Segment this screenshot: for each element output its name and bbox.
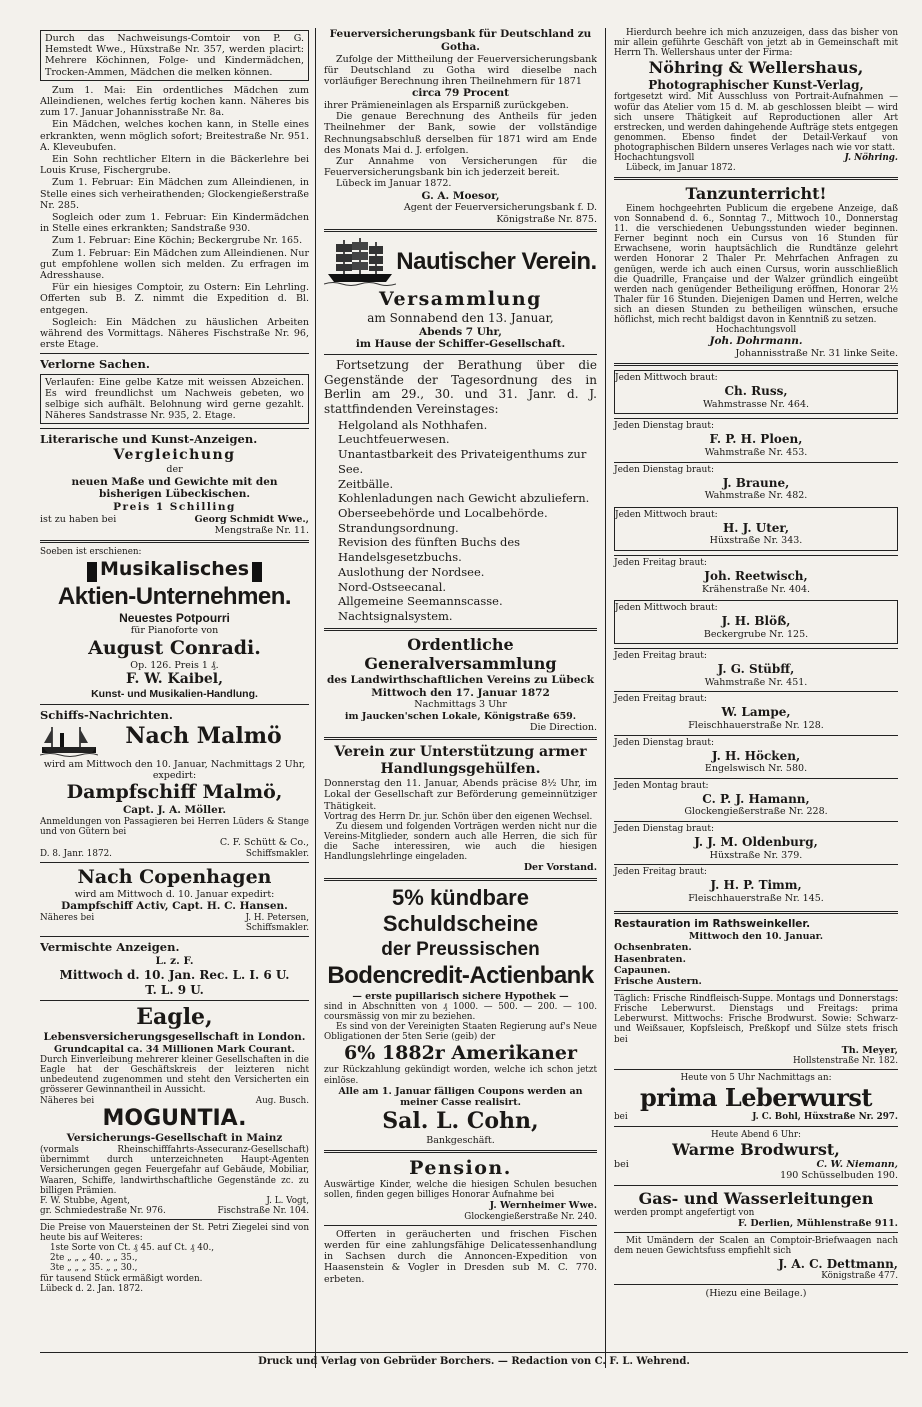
leberwurst-bei: bei [614, 1112, 628, 1123]
pension-address: Glockengießerstraße Nr. 240. [464, 1211, 597, 1222]
pension-title: Pension. [409, 1157, 512, 1180]
versammlung-time: Abends 7 Uhr, [419, 325, 502, 338]
gv-title: Ordentliche Generalversammlung [364, 634, 557, 674]
cohn-role: Bankgeschäft. [426, 1134, 495, 1146]
musik-firm-2: Kunst- und Musikalien-Handlung. [91, 688, 258, 701]
feuer-date: Lübeck im Januar 1872. [336, 178, 452, 190]
brewer-day: Jeden Dienstag braut: [614, 464, 714, 475]
leberwurst-pre: Heute von 5 Uhr Nachmittags an: [680, 1073, 832, 1084]
leberwurst-title: prima Leberwurst [639, 1083, 873, 1113]
verein-sign: Der Vorstand. [523, 862, 597, 874]
brewer-day: Jeden Dienstag braut: [614, 737, 714, 748]
brewer-addr: Wahmstraße Nr. 453. [704, 447, 808, 459]
agenda-item: Nachtsignalsystem. [338, 609, 453, 624]
noehring-sign-row [614, 153, 898, 163]
job-item: Für ein hiesiges Comptoir, zu Ostern: Ein Lehrling. Offerten sub B. Z. nimmt die Expedition d. Bl. entgegen. [40, 282, 309, 316]
lzf-line: L. z. F. [155, 955, 194, 968]
brewer-entry [614, 864, 898, 907]
moguntia-agent-2: J. L. Vogt, [266, 1195, 309, 1206]
musik-subtitle-2: für Pianoforte von [130, 625, 219, 637]
seller-label: ist zu haben bei [40, 514, 117, 525]
column-left [40, 28, 316, 1368]
brodwurst-title: Warme Brodwurst, [672, 1139, 840, 1159]
job-item: Zum 1. Mai: Ein ordentliches Mädchen zum Alleindienen, welches fertig kochen kann. Näheres bis zum 17. Januar Johannisstraße Nr. 8a. [40, 84, 309, 119]
vergleichung-subtitle: neuen Maße und Gewichte mit den bisherigen Lübeckischen. [71, 475, 278, 501]
section-heading-verlorne: Verlorne Sachen. [40, 357, 150, 372]
lzf-line-2: Mittwoch d. 10. Jan. Rec. L. I. 6 U. [59, 967, 290, 982]
brewer-entry [614, 507, 898, 551]
musik-title: Musikalisches [99, 557, 250, 580]
lzf-line-3: T. L. 9 U. [145, 982, 204, 997]
pension-text: Auswärtige Kinder, welche die hiesigen Schulen besuchen sollen, finden gegen billiges Honorar Aufnahme bei [324, 1180, 597, 1201]
agenda-list [324, 418, 597, 624]
feuer-text-2: ihrer Prämieneinlagen als Ersparniß zurückgeben. [324, 100, 569, 111]
feuer-title: Feuerversicherungsbank für Deutschland zu Gotha. [329, 28, 592, 53]
agenda-item: Leuchtfeuerwesen. [338, 432, 450, 447]
brodwurst-bei: bei [614, 1159, 629, 1171]
brewer-name: W. Lampe, [721, 705, 791, 720]
verein-text-2: Vortrag des Herrn Dr. jur. Schön über den eigenen Wechsel. [324, 811, 593, 822]
schuldscheine-text-3: zur Rückzahlung gekündigt worden, welche ich schon jetzt einlöse. [324, 1065, 597, 1086]
musik-opus: Op. 126. Preis 1 ₰. [130, 659, 219, 671]
copenhagen-ship: Dampfschiff Activ, Capt. H. C. Hansen. [61, 900, 288, 913]
brewer-name: J. H. P. Timm, [710, 878, 802, 893]
brewer-name: J. J. M. Oldenburg, [694, 834, 818, 849]
job-listings [40, 85, 309, 351]
moguntia-addresses [40, 1206, 309, 1216]
amerikaner-title: 6% 1882r Amerikaner [344, 1042, 577, 1065]
section-heading-vermischte: Vermischte Anzeigen. [40, 940, 180, 955]
menu-item: Capaunen. [614, 964, 671, 976]
malmo-firm: C. F. Schütt & Co., [219, 837, 309, 849]
brewer-name: F. P. H. Ploen, [709, 432, 803, 447]
cohn-firm: Sal. L. Cohn, [382, 1108, 539, 1135]
seller-address: Mengstraße Nr. 11. [214, 525, 309, 537]
malmo-date: D. 8. Janr. 1872. [40, 848, 112, 859]
agenda-item: Revision des fünften Buchs des Handelsgesetzbuchs. [338, 535, 521, 565]
column-middle [316, 28, 606, 1368]
brewer-entry [614, 778, 898, 821]
malmo-header [40, 723, 309, 759]
gv-subtitle: des Landwirthschaftlichen Vereins zu Lübeck [326, 673, 595, 686]
column-right [606, 28, 898, 1368]
gv-time: Nachmittags 3 Uhr [414, 699, 507, 711]
brewer-addr: Hüxstraße Nr. 379. [709, 849, 803, 861]
leberwurst-seller [614, 1112, 898, 1122]
schuldscheine-subtitle: — erste pupillarisch sichere Hypothek — [352, 990, 569, 1002]
lost-cat-box: Verlaufen: Eine gelbe Katze mit weissen Abzeichen. Es wird freundlichst um Nachweis gebeten, wo selbige sich aufhält. Belohnung wird gerne gezahlt. Näheres Sandstrasse Nr. 935, 2. Etage. [40, 374, 309, 425]
brewer-entry [614, 555, 898, 598]
noehring-name: J. Nöhring. [844, 153, 898, 164]
tanz-title: Tanzunterricht! [685, 184, 827, 204]
eagle-agent-row [40, 1096, 309, 1106]
feuer-text: Zufolge der Mittheilung der Feuerversicherungsbank für Deutschland zu Gotha wird dieselbe nach vorläufiger Berechnung ihren Theilnehmern für 1871 [324, 53, 597, 87]
nautischer-header [324, 236, 597, 288]
brewer-name: J. G. Stübff, [717, 662, 795, 677]
brewer-entry [614, 418, 898, 461]
brewer-entry [614, 600, 898, 644]
brewer-day: Jeden Freitag braut: [614, 651, 707, 662]
feuer-text-4: Zur Annahme von Versicherungen für die Feuerversicherungsbank bin ich jederzeit bereit. [324, 156, 597, 179]
moguntia-title: MOGUNTIA. [102, 1105, 247, 1131]
brewer-name: J. H. Blöß, [721, 614, 791, 629]
brodwurst-address: 190 Schüsselbuden 190. [780, 1170, 898, 1182]
agenda-item: Allgemeine Seemannscasse. [338, 594, 503, 609]
section-heading-literarische: Literarische und Kunst-Anzeigen. [40, 432, 258, 447]
schuldscheine-text: sind in Abschnitten von ₰ 1000. — 500. — 200. — 100. coursmässig von mir zu beziehen. [324, 1001, 597, 1022]
schuldscheine-title-3: Bodencredit-Actienbank [327, 962, 594, 990]
schuldscheine-title-2: der Preussischen [381, 939, 540, 961]
nautischer-title: Nautischer Verein. [396, 248, 597, 276]
feuer-address: Königstraße Nr. 875. [496, 213, 597, 225]
malmo-text: Anmeldungen von Passagieren bei Herren Lüders & Stange und von Gütern bei [40, 817, 309, 838]
ziegel-row: 1ste Sorte von Ct. ₰ 45. auf Ct. ₰ 40., [50, 1243, 215, 1254]
imprint-footer: Druck und Verlag von Gebrüder Borchers. — Redaction von C. F. L. Wehrend. [40, 1352, 908, 1368]
copenhagen-line: wird am Mittwoch d. 10. Januar expedirt: [74, 888, 275, 900]
versammlung-date: am Sonnabend den 13. Januar, [367, 311, 554, 325]
brewer-day: Jeden Mittwoch braut: [615, 509, 718, 520]
job-item: Zum 1. Februar: Ein Mädchen zum Alleindienen, in Stelle eines sich verheirathenden; Glockengießerstraße Nr. 285. [40, 177, 309, 211]
ziegel-end: für tausend Stück ermäßigt worden. [40, 1273, 203, 1284]
steamship-icon [40, 723, 98, 759]
brewer-addr: Wahmstraße Nr. 482. [704, 490, 808, 502]
job-item: Zum 1. Februar: Eine Köchin; Beckergrube Nr. 165. [52, 235, 303, 247]
copenhagen-title: Nach Copenhagen [77, 865, 272, 888]
section-heading-schiffs: Schiffs-Nachrichten. [40, 707, 173, 722]
rathsweinkeller-title: Restauration im Rathsweinkeller. [614, 918, 811, 931]
moguntia-subtitle: Versicherungs-Gesellschaft in Mainz [66, 1132, 283, 1145]
tanz-name: Joh. Dohrmann. [709, 335, 803, 348]
noehring-subtitle: Photographischer Kunst-Verlag, [648, 77, 864, 92]
brodwurst-seller [614, 1159, 898, 1170]
brewer-addr: Krähenstraße Nr. 404. [701, 583, 811, 595]
eagle-capital: Grundcapital ca. 34 Millionen Mark Courant. [54, 1043, 295, 1055]
schuldscheine-text-4: Alle am 1. Januar fälligen Coupons werden an meiner Casse realisirt. [338, 1085, 583, 1108]
brewer-day: Jeden Dienstag braut: [614, 824, 714, 834]
brewer-entry [614, 648, 898, 691]
meyer-text: Täglich: Frische Rindfleisch-Suppe. Montags und Donnerstags: Frische Leberwurst. Dienstags und Freitags: prima Leberwurst. Mittwochs: Frische Brodwurst. Sowie: Schwarz- und Weißsauer, Kopfsleisch, Preßkopf und Sülze stets frisch bei [614, 994, 898, 1045]
brewer-day: Jeden Freitag braut: [614, 557, 707, 568]
eagle-text: Durch Einverleibung mehrerer kleiner Gesellschaften in die Eagle hat der Geschäftskreis der leizteren nicht unbedeutend zugenommen und steht den Versicherten ein grösserer Gewinnantheil in Aussicht. [40, 1055, 309, 1096]
job-item: Sogleich: Ein Mädchen zu häuslichen Arbeiten während des Vormittags. Näheres Fischstraße Nr. 96, erste Etage. [40, 316, 309, 351]
moguntia-agent-1: F. W. Stubbe, Agent, [40, 1195, 130, 1206]
menu-item: Ochsenbraten. [614, 942, 692, 954]
copenhagen-role: Schiffsmakler. [245, 923, 309, 934]
moguntia-agents [40, 1196, 309, 1206]
brewer-name: J. Braune, [722, 475, 790, 490]
noehring-date: Lübeck, im Januar 1872. [626, 163, 736, 174]
eagle-title: Eagle, [136, 1004, 213, 1031]
brodwurst-pre: Heute Abend 6 Uhr: [710, 1129, 801, 1140]
waagen-address: Königstraße 477. [821, 1271, 898, 1282]
feuer-agent-role: Agent der Feuerversicherungsbank f. D. [403, 202, 597, 214]
agenda-item: Oberseebehörde und Localbehörde. [338, 506, 548, 521]
soeben-label: Soeben ist erschienen: [40, 547, 142, 558]
moguntia-addr-1: gr. Schmiedestraße Nr. 976. [40, 1205, 166, 1216]
brewer-list [614, 370, 898, 907]
schuldscheine-title: 5% kündbare Schuldscheine [382, 884, 539, 937]
meyer-address: Hollstenstraße Nr. 182. [792, 1055, 898, 1066]
noehring-intro: Hierdurch beehre ich mich anzuzeigen, dass das bisher von mir allein geführte Geschäft von jetzt ab in Gemeinschaft mit Herrn Th. Wellershaus unter der Firma: [614, 28, 898, 59]
feuer-agent: G. A. Moesor, [421, 189, 500, 202]
ziegel-row: 2te „ „ „ 40. „ „ 35., [50, 1253, 138, 1264]
tanz-text: Einem hochgeehrten Publicum die ergebene Anzeige, daß von Sonnabend d. 6., Sonntag 7., Mittwoch 10., Donnerstag 11. die verschiedenen Uebungsstunden wieder beginnen. Ferner beginnt noch ein Cursus von 16 Stunden für Erwachsene, worin hauptsächlich die Rundtänze gelehrt werden Honorar 2 Thaler Pr. Mehrfachen Anfragen zu genügen, werde ich auch einen Cursus, worin ausschließlich die Quadrille, Française und der Walzer gründlich eingeübt werden nach genügender Betheiligung eröffnen, Honorar 2½ Thaler für 16 Stunden. Diejenigen Damen und Herren, welche sich an diesen Stunden zu betheiligen wünschen, ersuche höflichst, mich recht baldigst davon in Kenntniß zu setzen. [614, 203, 898, 326]
ziegel-date: Lübeck d. 2. Jan. 1872. [40, 1283, 144, 1294]
vergleichung-price: Preis 1 Schilling [113, 501, 236, 514]
brewer-addr: Wahmstrasse Nr. 464. [702, 398, 810, 410]
tanz-address: Johannisstraße Nr. 31 linke Seite. [735, 348, 898, 360]
eagle-agent: Aug. Busch. [255, 1095, 309, 1106]
verein-text-3: Zu diesem und folgenden Vorträgen werden nicht nur die Vereins-Mitglieder, sondern auch alle Herren, die sich für die Sache interessiren, wie auch die hiesigen Handlungslehrlinge eingeladen. [324, 821, 597, 863]
sailing-ship-icon [324, 236, 396, 288]
beilage-note: (Hiezu eine Beilage.) [705, 1288, 807, 1300]
gv-date: Mittwoch den 17. Januar 1872 [371, 686, 550, 699]
musik-composer: August Conradi. [88, 636, 261, 659]
job-item: Ein Mädchen, welches kochen kann, in Stelle eines erkrankten, wenn möglich sofort; Breitestraße Nr. 951. A. Kleveubufen. [40, 119, 309, 153]
musik-subtitle: Neuestes Potpourri [119, 610, 230, 625]
noehring-firm: Nöhring & Wellershaus, [648, 58, 864, 78]
versammlung-title: Versammlung [379, 287, 542, 310]
agenda-item: Kohlenladungen nach Gewicht abzuliefern. [338, 491, 590, 506]
brewer-addr: Fleischhauerstraße Nr. 128. [688, 720, 824, 732]
versammlung-place: im Hause der Schiffer-Gesellschaft. [355, 338, 566, 351]
gas-text: werden prompt angefertigt von [614, 1208, 755, 1219]
brewer-day: Jeden Dienstag braut: [614, 421, 714, 432]
menu-item: Hasenbraten. [614, 953, 686, 965]
brewer-day: Jeden Mittwoch braut: [615, 373, 718, 384]
verein-title: Verein zur Unterstützung armer Handlungsgehülfen. [334, 744, 587, 778]
fische-text: Offerten in geräucherten und frischen Fischen werden für eine zahlungsfähige Delicatessenhandlung in Sachsen durch die Annoncen-Expedition von Haasenstein & Vogler in Dresden sub M. C. 770. erbeten. [324, 1228, 597, 1285]
vergleichung-title: Vergleichung [113, 447, 236, 464]
malmo-ship: Dampfschiff Malmö, [66, 781, 283, 804]
meyer-name: Th. Meyer, [841, 1044, 898, 1056]
brewer-addr: Fleischhauerstraße Nr. 145. [688, 892, 824, 904]
malmo-line: wird am Mittwoch den 10. Januar, Nachmittags 2 Uhr, expedirt: [43, 758, 306, 782]
noehring-gruss: Hochachtungsvoll [614, 153, 695, 164]
musik-title-row [40, 558, 309, 582]
brewer-addr: Glockengießerstraße Nr. 228. [684, 806, 828, 818]
brewer-addr: Wahmstraße Nr. 451. [704, 676, 808, 688]
malmo-role: Schiffsmakler. [245, 848, 309, 859]
ziegel-text: Die Preise von Mauersteinen der St. Petri Ziegelei sind von heute bis auf Weiteres: [40, 1223, 309, 1244]
musik-firm: F. W. Kaibel, [125, 670, 223, 687]
verein-text: Donnerstag den 11. Januar, Abends präcise 8½ Uhr, im Lokal der Gesellschaft zur Beförderung gemeinnütziger Thätigkeit. [324, 778, 597, 812]
job-item: Ein Sohn rechtlicher Eltern in die Bäckerlehre bei Louis Kruse, Fischergrube. [40, 154, 309, 177]
malmo-captain: Capt. J. A. Möller. [122, 804, 227, 817]
brewer-entry [614, 821, 898, 864]
brewer-entry [614, 370, 898, 414]
copenhagen-nah: Näheres bei [40, 912, 95, 923]
brewer-name: Joh. Reetwisch, [704, 568, 808, 583]
versammlung-text: Fortsetzung der Berathung über die Gegenstände der Tagesordnung des in Berlin am 29., 30. und 31. Janr. d. J. stattfindenden Vereinstages: [324, 358, 597, 417]
seller-name: Georg Schmidt Wwe., [194, 514, 309, 525]
brewer-day: Jeden Freitag braut: [614, 694, 707, 705]
brewer-day: Jeden Freitag braut: [614, 867, 707, 878]
agenda-item: Helgoland als Nothhafen. [338, 417, 488, 432]
waagen-firm: J. A. C. Dettmann, [778, 1256, 898, 1271]
brodwurst-firm: C. W. Niemann, [816, 1159, 898, 1171]
gas-title: Gas- und Wasserleitungen [638, 1188, 874, 1208]
agenda-item: Strandungsordnung. [338, 520, 459, 535]
gv-place: im Jaucken'schen Lokale, Königstraße 659. [344, 710, 577, 722]
eagle-subtitle: Lebensversicherungsgesellschaft in London. [43, 1031, 306, 1044]
moguntia-text: (vormals Rheinschifffahrts-Assecuranz-Gesellschaft) übernimmt durch unterzeichneten Haupt-Agenten Versicherungen gegen Feuergefahr auf Gebäude, Mobiliar, Waaren, Schiffe, landwirthschaftliche Gegenstände zc. zu billigen Prämien. [40, 1145, 309, 1196]
vergleichung-der: der [166, 464, 183, 476]
brewer-addr: Beckergrube Nr. 125. [703, 628, 809, 640]
brewer-entry [614, 462, 898, 505]
brewer-name: J. H. Höcken, [711, 748, 801, 763]
agenda-item: Auslothung der Nordsee. [338, 564, 485, 579]
malmo-footer [40, 849, 309, 859]
musik-title-2: Aktien-Unternehmen. [57, 582, 292, 610]
brewer-entry [614, 735, 898, 778]
brewer-addr: Hüxstraße Nr. 343. [709, 535, 803, 547]
vergleichung-seller [40, 514, 309, 525]
leberwurst-firm: J. C. Bohl, Hüxstraße Nr. 297. [752, 1112, 898, 1123]
agenda-item: Nord-Ostseecanal. [338, 579, 447, 594]
ziegel-row: 3te „ „ „ 35. „ „ 30., [50, 1263, 138, 1274]
menu-item: Frische Austern. [614, 975, 702, 987]
pension-name: J. Wernheimer Wwe. [489, 1200, 597, 1212]
tanz-gruss: Hochachtungsvoll [715, 325, 797, 336]
agenda-item: Unantastbarkeit des Privateigenthums zur See. [338, 447, 587, 476]
nachweis-box: Durch das Nachweisungs-Comtoir von P. G. Hemstedt Wwe., Hüxstraße Nr. 357, werden placirt: Mehrere Köchinnen, Folge- und Kindermädchen, Trocken-Ammen, Mädchen die melken können. [40, 30, 309, 81]
brewer-addr: Engelswisch Nr. 580. [704, 763, 808, 775]
job-item: Sogleich oder zum 1. Februar: Ein Kindermädchen in Stelle eines erkrankten; Sandstraße 930. [40, 212, 309, 235]
brewer-day: Jeden Mittwoch braut: [615, 603, 718, 614]
noehring-text: fortgesetzt wird. Mit Ausschluss von Portrait-Aufnahmen — wofür das Atelier vom 15 d. M. ab geschlossen bleibt — wird sich unsere Thätigkeit auf Reproductionen aller Art erstrecken, und werden dahingehende Aufträge stets entgegen genommen. Ebenso findet der Detail-Verkauf von photographischen Bildern unseres Verlages nach wie vor statt. [614, 92, 898, 154]
rathsweinkeller-date: Mittwoch den 10. Januar. [688, 931, 824, 943]
gas-firm: F. Derlien, Mühlenstraße 911. [738, 1218, 898, 1230]
copenhagen-firm: J. H. Petersen, [245, 912, 309, 923]
brewer-name: C. P. J. Hamann, [702, 791, 810, 806]
brewer-day: Jeden Montag braut: [614, 780, 709, 791]
brewer-name: H. J. Uter, [722, 520, 790, 535]
ornament-bar-icon [252, 562, 262, 582]
brewer-entry [614, 691, 898, 734]
ornament-bar-icon [87, 562, 97, 582]
brewer-name: Ch. Russ, [724, 384, 788, 399]
moguntia-addr-2: Fischstraße Nr. 104. [217, 1205, 309, 1216]
malmo-title: Nach Malmö [125, 722, 282, 749]
gv-direction: Die Direction. [529, 721, 597, 733]
agenda-item: Zeitbälle. [338, 476, 394, 491]
waagen-text: Mit Umändern der Scalen an Comptoir-Briefwaagen nach dem neuen Gewichtsfuss empfiehlt sich [614, 1236, 898, 1257]
schuldscheine-text-2: Es sind von der Vereinigten Staaten Regierung auf's Neue Obligationen der 5ten Serie (geib) der [324, 1022, 597, 1043]
eagle-nah: Näheres bei [40, 1095, 95, 1106]
feuer-percent: circa 79 Procent [411, 87, 510, 100]
job-item: Zum 1. Februar: Ein Mädchen zum Alleindienen. Nur gut empfohlene wollen sich melden. Zu erfragen im Adresshause. [40, 247, 309, 282]
feuer-text-3: Die genaue Berechnung des Antheils für jeden Theilnehmer der Bank, sowie der vollständige Rechnungsabschluß derselben für 1871 wird am Ende des Monats Mai d. J. erfolgen. [324, 111, 597, 156]
copenhagen-agent [40, 913, 309, 923]
